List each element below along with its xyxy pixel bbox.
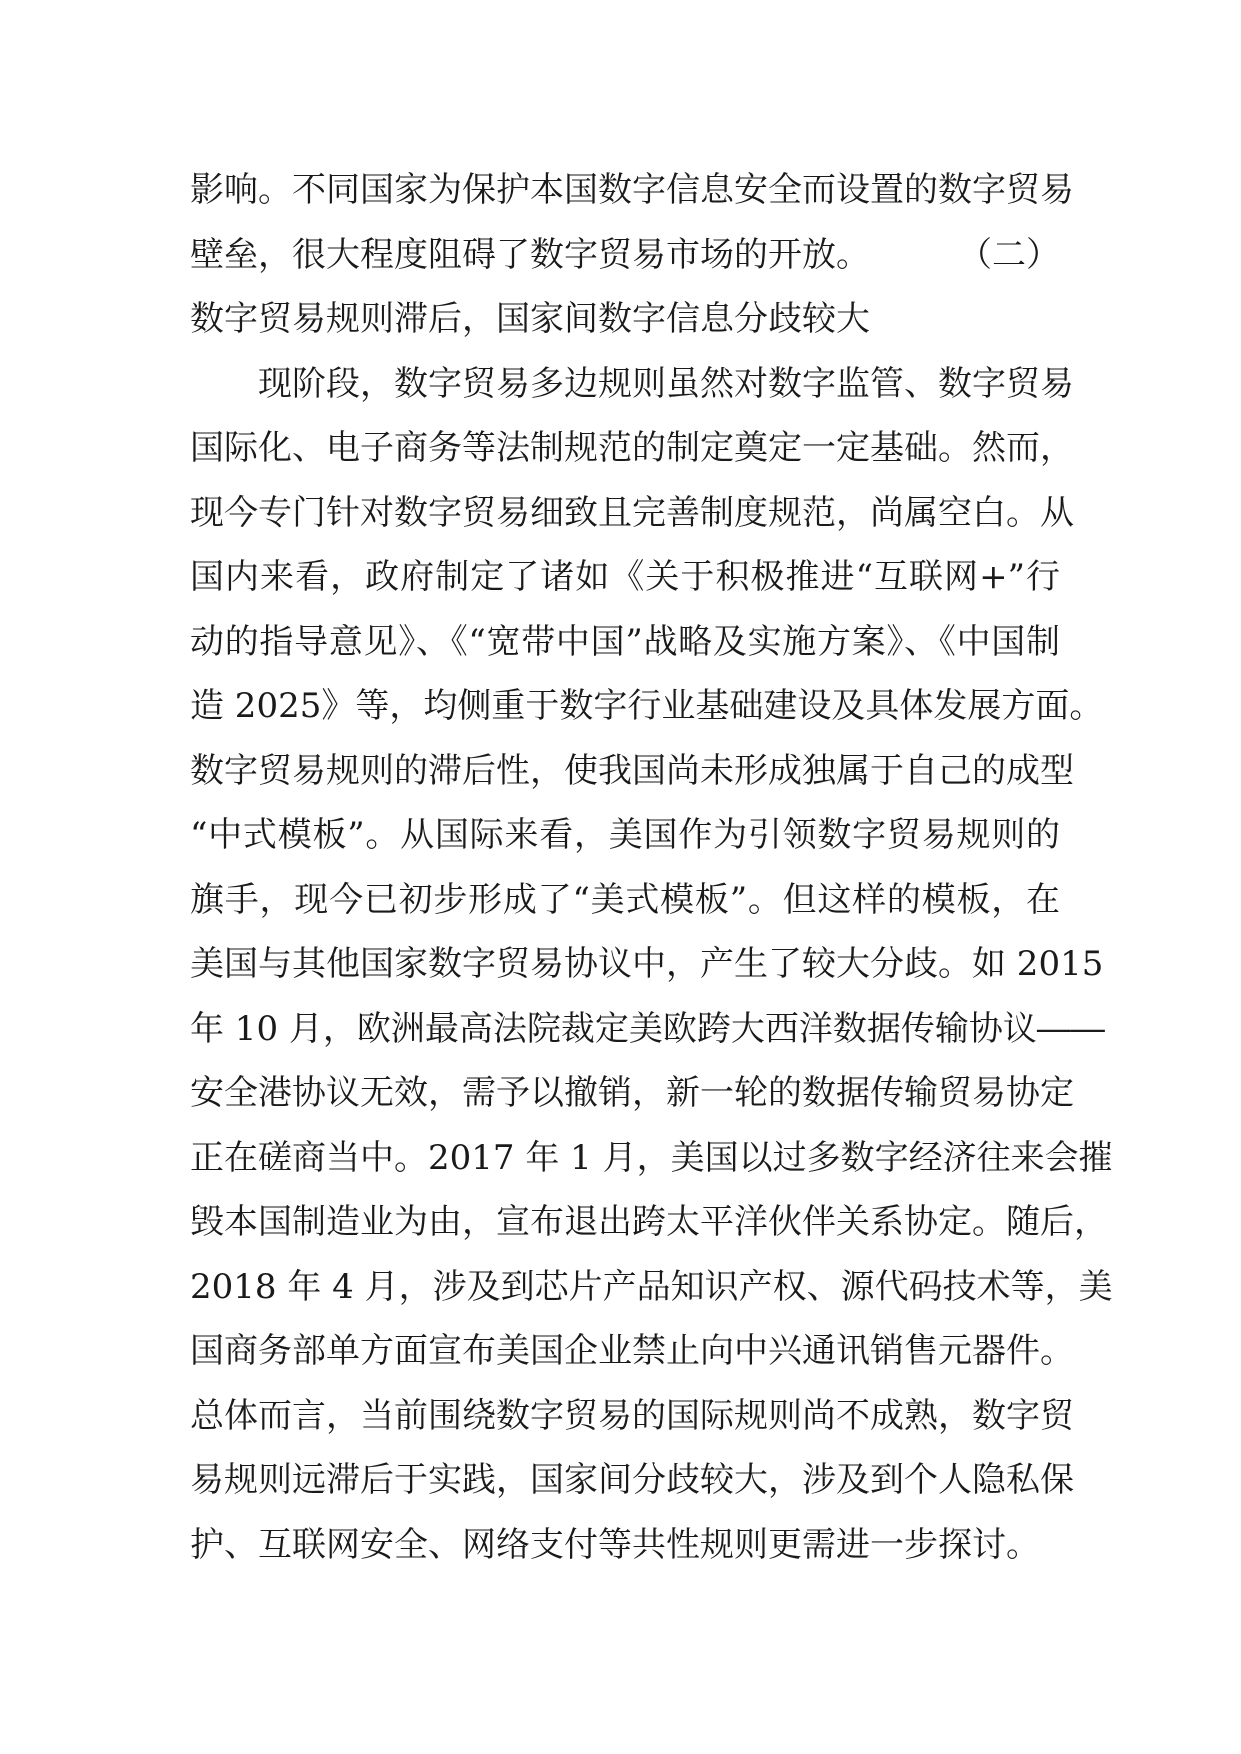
text-line: 国际化、电子商务等法制规范的制定奠定一定基础。然而， bbox=[190, 428, 1074, 468]
text-line: 总体而言，当前围绕数字贸易的国际规则尚不成熟，数字贸 bbox=[190, 1395, 1074, 1436]
text-line: 国商务部单方面宣布美国企业禁止向中兴通讯销售元器件。 bbox=[190, 1331, 1074, 1371]
text-line: 造 2025》等，均侧重于数字行业基础建设及具体发展方面。 bbox=[190, 686, 1104, 726]
text-line: 影响。不同国家为保护本国数字信息安全而设置的数字贸易 bbox=[190, 170, 1074, 210]
paragraph-first-line: 现阶段，数字贸易多边规则虽然对数字监管、数字贸易 bbox=[258, 363, 1074, 404]
text-line: 美国与其他国家数字贸易协议中，产生了较大分歧。如 2015 bbox=[190, 944, 1104, 984]
text-line: 旗手，现今已初步形成了“美式模板”。但这样的模板，在 bbox=[190, 879, 1060, 920]
text-line: 毁本国制造业为由，宣布退出跨太平洋伙伴关系协定。随后， bbox=[190, 1202, 1108, 1242]
text-line: 动的指导意见》、《“宽带中国”战略及实施方案》、《中国制 bbox=[190, 621, 1060, 662]
text-line: 安全港协议无效，需予以撤销，新一轮的数据传输贸易协定 bbox=[190, 1073, 1074, 1113]
body-text bbox=[190, 158, 1113, 1577]
text-line: 护、互联网安全、网络支付等共性规则更需进一步探讨。 bbox=[190, 1524, 1040, 1565]
text-line: “中式模板”。从国际来看，美国作为引领数字贸易规则的 bbox=[190, 815, 1060, 855]
text-line: 2018 年 4 月，涉及到芯片产品知识产权、源代码技术等，美 bbox=[190, 1266, 1113, 1307]
text-line: 现今专门针对数字贸易细致且完善制度规范，尚属空白。从 bbox=[190, 492, 1074, 533]
text-line: 国内来看，政府制定了诸如《关于积极推进“互联网+”行 bbox=[190, 557, 1060, 597]
section-heading: 数字贸易规则滞后，国家间数字信息分歧较大 bbox=[190, 299, 870, 339]
text-line: 年 10 月，欧洲最高法院裁定美欧跨大西洋数据传输协议―― bbox=[190, 1008, 1105, 1049]
text-line bbox=[190, 223, 1060, 288]
text-line: 正在磋商当中。2017 年 1 月，美国以过多数字经济往来会摧 bbox=[190, 1137, 1113, 1178]
text-segment: 壁垒，很大程度阻碍了数字贸易市场的开放。 bbox=[190, 234, 870, 275]
text-line: 数字贸易规则的滞后性，使我国尚未形成独属于自己的成型 bbox=[190, 750, 1074, 791]
text-line: 易规则远滞后于实践，国家间分歧较大，涉及到个人隐私保 bbox=[190, 1460, 1074, 1500]
section-number: （二） bbox=[958, 234, 1060, 275]
